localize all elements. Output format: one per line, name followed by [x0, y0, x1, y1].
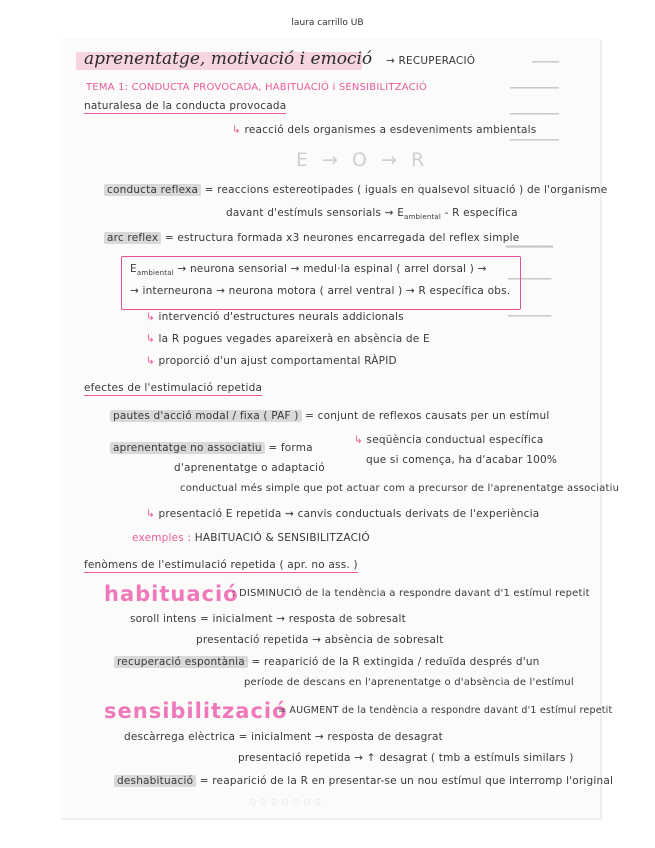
eor-chain: E → O → R: [296, 149, 429, 171]
bullet-1-text: intervenció d'estructures neurals addicionals: [158, 311, 404, 323]
line-pafs: [110, 410, 550, 422]
text-arc: = estructura formada x3 neurones encarregada del reflex simple: [164, 232, 520, 244]
label-pafs: pautes d'acció modal / fixa ( PAF ): [110, 410, 302, 422]
arrow-icon: ↳: [354, 434, 367, 446]
line-deshab: [114, 775, 613, 787]
note-reaccio-text: reacció dels organismes a esdeveniments ambientals: [244, 124, 537, 136]
pafs-note-1: [354, 434, 544, 446]
sensibilitzacio-def: = AUGMENT de la tendència a respondre davant d'1 estímul repetit: [278, 705, 613, 716]
text-ana-2: d'aprenentatge o adaptació: [174, 462, 325, 474]
section-heading-3: fenòmens de l'estimulació repetida ( apr. no ass. ): [84, 559, 358, 571]
pafs-note-2: que si comença, ha d'acabar 100%: [366, 454, 558, 466]
bleed-through-area: ━━━━━ ━━━━━━━━━ ━━━━━━━━━ ━━━━━━━━━ ━━━━━━ ━━━━━━━━ ━━━━━━━━: [506, 58, 560, 322]
tema-heading: TEMA 1: CONDUCTA PROVOCADA, HABITUACIÓ i SENSIBILITZACIÓ: [86, 82, 428, 93]
section-heading-2: efectes de l'estimulació repetida: [84, 382, 263, 394]
bullet-3-text: proporció d'un ajust comportamental RÀPID: [158, 355, 397, 367]
box-line-1: [130, 263, 487, 277]
ana-note: [146, 508, 539, 520]
bullet-3: [146, 355, 397, 367]
box-e: E: [130, 263, 137, 275]
bullet-2: [146, 333, 430, 345]
text-recuperacio-1: = reaparició de la R extingida / reduïda després d'un: [251, 656, 540, 668]
arrow-icon: ↳: [146, 355, 159, 367]
page-title: aprenentatge, motivació i emoció: [84, 49, 373, 69]
line-ana: [110, 442, 313, 454]
descarrega-line-1: descàrrega elèctrica = inicialment → resposta de desagrat: [124, 731, 443, 743]
line-arc: [104, 232, 519, 244]
label-deshab: deshabituació: [114, 775, 196, 787]
text-reflexa-3: - R específica: [441, 207, 518, 219]
text-reflexa-sub: ambiental: [404, 213, 442, 222]
text-exemples: HABITUACIÓ & SENSIBILITZACIÓ: [194, 532, 370, 544]
arrow-icon: ↳: [146, 333, 159, 345]
arrow-icon: ↳: [232, 124, 245, 136]
page-footer-decoration: ◌ ◌ ◌ ◌ ◌ ◌ ◌: [250, 797, 321, 807]
bullet-1: [146, 311, 404, 323]
text-reflexa-2: davant d'estímuls sensorials ⇝ E: [226, 207, 405, 219]
box-line-1-text: → neurona sensorial → medul·la espinal ( arrel dorsal ) →: [173, 263, 487, 275]
box-sub: ambiental: [136, 269, 174, 278]
sensibilitzacio-term: sensibilització: [104, 699, 288, 723]
text-ana-3: conductual més simple que pot actuar com a precursor de l'aprenentatge associatiu: [180, 483, 620, 494]
label-recuperacio: recuperació espontània: [114, 656, 248, 668]
text-reflexa-1: = reaccions estereotipades ( iguals en qualsevol situació ) de l'organisme: [204, 184, 608, 196]
arrow-icon: ↳: [146, 508, 159, 520]
label-reflexa: conducta reflexa: [104, 184, 201, 196]
soroll-line-1: soroll intens = inicialment → resposta de sobresalt: [130, 613, 406, 625]
line-recuperacio: [114, 656, 540, 668]
soroll-line-2: presentació repetida → absència de sobresalt: [196, 634, 444, 646]
label-exemples: exemples :: [132, 532, 192, 544]
habituacio-term: habituació: [104, 582, 239, 606]
text-recuperacio-2: període de descans en l'aprenentatge o d'absència de l'estímul: [244, 677, 574, 688]
ana-note-text: presentació E repetida ⇝ canvis conductuals derivats de l'experiència: [158, 508, 540, 520]
line-reflexa: [104, 184, 607, 196]
line-exemples: [132, 532, 370, 544]
text-deshab: = reaparició de la R en presentar-se un nou estímul que interromp l'original: [199, 775, 614, 787]
section-heading-1: naturalesa de la conducta provocada: [84, 100, 287, 112]
title-arrow: → RECUPERACIÓ: [386, 55, 476, 67]
text-ana-1: = forma: [268, 442, 313, 454]
line-reflexa-2: [226, 207, 518, 221]
bullet-2-text: la R pogues vegades apareixerà en absència de E: [158, 333, 430, 345]
habituacio-def: : DISMINUCIÓ de la tendència a respondre davant d'1 estímul repetit: [232, 588, 590, 599]
arrow-icon: ↳: [146, 311, 159, 323]
note-reaccio: [232, 124, 536, 136]
text-pafs: = conjunt de reflexos causats per un estímul: [305, 410, 550, 422]
descarrega-line-2: presentació repetida → ↑ desagrat ( tmb a estímuls similars ): [238, 752, 574, 764]
page-header: laura carrillo UB: [291, 18, 364, 28]
pafs-note-1-text: seqüència conductual específica: [366, 434, 544, 446]
label-ana: aprenentatge no associatiu: [110, 442, 265, 454]
label-arc: arc reflex: [104, 232, 161, 244]
box-line-2: → interneurona → neurona motora ( arrel ventral ) → R específica obs.: [130, 285, 511, 297]
